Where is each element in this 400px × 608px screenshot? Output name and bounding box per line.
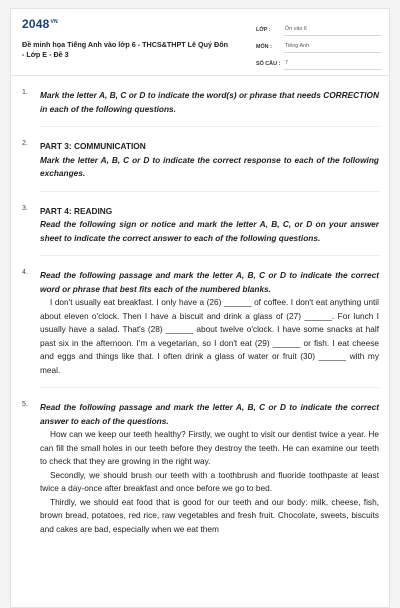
question-instruction: Read the following passage and mark the letter A, B, C or D to indicate the correct word or phrase that best fits each of the numbered blanks. [40, 270, 379, 294]
question-number: 3. [22, 204, 28, 212]
question-item [11, 127, 389, 192]
passage-paragraph: Thirdly, we should eat food that is good for our teeth and our body: milk, cheese, fish, brown bread, potatoes, red rice, raw vegetables and fresh fruit. Chocolate, sweets, biscuits and cakes are bad, especially when we eat them [40, 496, 379, 534]
meta-value: 7 [284, 60, 381, 70]
question-instruction: Mark the letter A, B, C or D to indicate the correct response to each of the following exchanges. [40, 154, 379, 178]
passage-paragraph: How can we keep our teeth healthy? Firstly, we ought to visit our dentist twice a year. He can fill the small holes in our teeth before they destroy the teeth. He can examine our teeth to check that they are growing in the right way. [40, 429, 379, 466]
document-page [10, 8, 390, 608]
passage-paragraph: I don't usually eat breakfast. I only have a (26) ______ of coffee. I don't eat anything until about eleven o'clock. Then I have a biscuit and drink a glass of (27) ______. For lunch I usually have a salad. That's (28) ______ about twelve o'clock. I have some snacks at half past six in the afternoon. I'm a vegetarian, so I don't eat (29) ______ or fish. I eat cheese and eggs and things like that. I often drink a glass of water or fruit (30) ______ with my meal. [40, 297, 379, 375]
meta-row-class [256, 19, 381, 36]
meta-row-subject [256, 36, 381, 53]
document-title: Đề minh họa Tiếng Anh vào lớp 6 - THCS&THPT Lê Quý Đôn - Lớp E - Đề 3 [22, 40, 228, 59]
question-item [11, 388, 389, 536]
part-heading: PART 4: READING [40, 205, 113, 216]
logo-suffix: VN [50, 19, 58, 25]
logo-text: 2048 [22, 17, 50, 31]
meta-row-question-count [256, 53, 381, 70]
passage-paragraph: Secondly, we should brush our teeth with a toothbrush and fluoride toothpaste at least twice a day-once after breakfast and once before we go to bed. [40, 469, 379, 493]
question-number: 2. [22, 140, 28, 147]
question-instruction: Mark the letter A, B, C or D to indicate the word(s) or phrase that needs CORRECTION in each of the following questions. [40, 90, 379, 114]
question-number: 4. [22, 269, 28, 276]
meta-label: MÔN : [256, 44, 272, 50]
part-heading: PART 3: COMMUNICATION [40, 141, 146, 151]
meta-label: LỚP : [256, 27, 271, 33]
question-number: 5. [22, 401, 28, 408]
question-instruction: Read the following sign or notice and mark the letter A, B, C, or D on your answer sheet to indicate the correct answer to each of the following questions. [40, 219, 379, 243]
question-item [11, 76, 389, 127]
question-number: 1. [22, 89, 28, 96]
document-meta [256, 19, 381, 70]
question-instruction: Read the following passage and mark the letter A, B, C or D to indicate the correct answer to each of the questions. [40, 402, 379, 426]
question-item [11, 256, 389, 388]
meta-value: Ôn vào 6 [284, 26, 381, 36]
site-logo[interactable] [22, 17, 58, 31]
meta-value: Tiếng Anh [284, 43, 381, 53]
question-list [11, 76, 389, 536]
document-header [11, 9, 389, 75]
question-item [11, 192, 389, 257]
meta-label: SỐ CÂU : [256, 61, 281, 67]
